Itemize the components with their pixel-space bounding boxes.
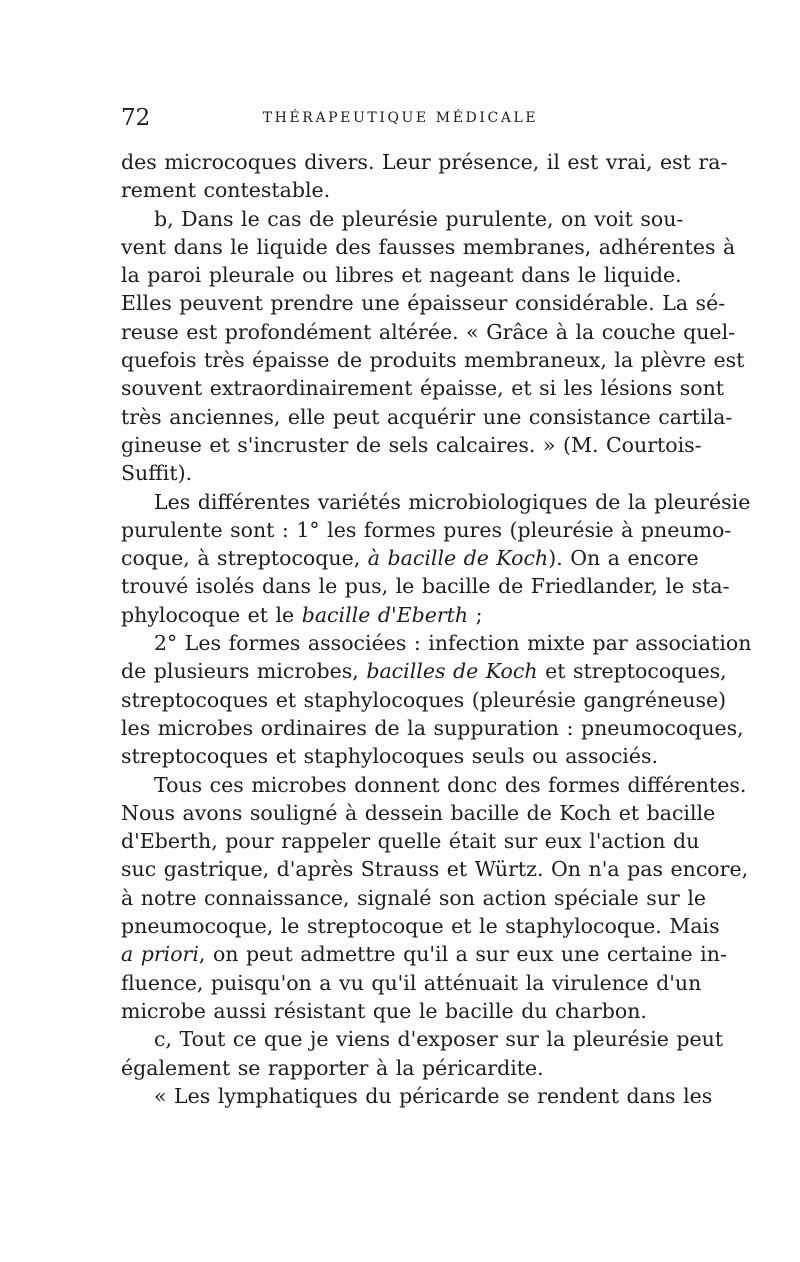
text-line: c, Tout ce que je viens d'exposer sur la pleurésie peut: [154, 1027, 724, 1052]
text-line: également se rapporter à la péricardite.: [121, 1055, 544, 1080]
text-line: Nous avons souligné à dessein bacille de Koch et bacille: [121, 800, 716, 825]
body-text: [121, 148, 752, 1110]
text-line: souvent extraordinairement épaisse, et si les lésions sont: [121, 376, 725, 401]
text-line: quefois très épaisse de produits membraneux, la plèvre est: [121, 348, 745, 373]
page-number: 72: [121, 105, 151, 131]
text-line: Les différentes variétés microbiologiques de la pleurésie: [154, 489, 751, 514]
text-line: Tous ces microbes donnent donc des formes différentes.: [154, 772, 747, 797]
text-line: des microcoques divers. Leur présence, il est vrai, est ra-: [121, 150, 728, 174]
text-line: les microbes ordinaires de la suppuration : pneumocoques,: [121, 715, 744, 740]
text-line: Suffit).: [121, 461, 193, 486]
text-line: reuse est profondément altérée. « Grâce à la couche quel-: [121, 319, 736, 344]
text-line: gineuse et s'incruster de sels calcaires. » (M. Courtois-: [121, 432, 702, 457]
text-line: de plusieurs microbes, bacilles de Koch et streptocoques,: [121, 659, 727, 684]
text-line: à notre connaissance, signalé son action spéciale sur le: [121, 885, 707, 910]
running-head: [121, 103, 680, 133]
text-line: suc gastrique, d'après Strauss et Würtz. On n'a pas encore,: [121, 857, 749, 882]
text-line: très anciennes, elle peut acquérir une consistance cartila-: [121, 404, 733, 429]
text-line: vent dans le liquide des fausses membranes, adhérentes à: [121, 234, 736, 259]
text-line: coque, à streptocoque, à bacille de Koch). On a encore: [121, 546, 699, 571]
text-line: a priori, on peut admettre qu'il a sur eux une certaine in-: [121, 942, 727, 967]
text-line: microbe aussi résistant que le bacille du charbon.: [121, 998, 647, 1023]
text-line: 2° Les formes associées : infection mixte par association: [154, 631, 752, 656]
text-line: phylocoque et le bacille d'Eberth ;: [121, 602, 483, 627]
text-line: streptocoques et staphylocoques seuls ou associés.: [121, 744, 659, 769]
running-title: THÉRAPEUTIQUE MÉDICALE: [262, 110, 539, 126]
text-line: b, Dans le cas de pleurésie purulente, on voit sou-: [154, 206, 684, 231]
text-line: pneumocoque, le streptocoque et le staphylocoque. Mais: [121, 914, 720, 939]
text-line: streptocoques et staphylocoques (pleurésie gangréneuse): [121, 687, 727, 712]
text-line: « Les lymphatiques du péricarde se rendent dans les: [154, 1083, 713, 1108]
text-line: trouvé isolés dans le pus, le bacille de Friedlander, le sta-: [121, 574, 730, 599]
text-line: purulente sont : 1° les formes pures (pleurésie à pneumo-: [121, 517, 732, 542]
text-line: Elles peuvent prendre une épaisseur considérable. La sé-: [121, 291, 726, 316]
text-line: rement contestable.: [121, 178, 331, 203]
text-line: la paroi pleurale ou libres et nageant dans le liquide.: [121, 263, 682, 288]
text-line: d'Eberth, pour rappeler quelle était sur eux l'action du: [121, 829, 700, 854]
text-line: fluence, puisqu'on a vu qu'il atténuait la virulence d'un: [121, 970, 702, 995]
